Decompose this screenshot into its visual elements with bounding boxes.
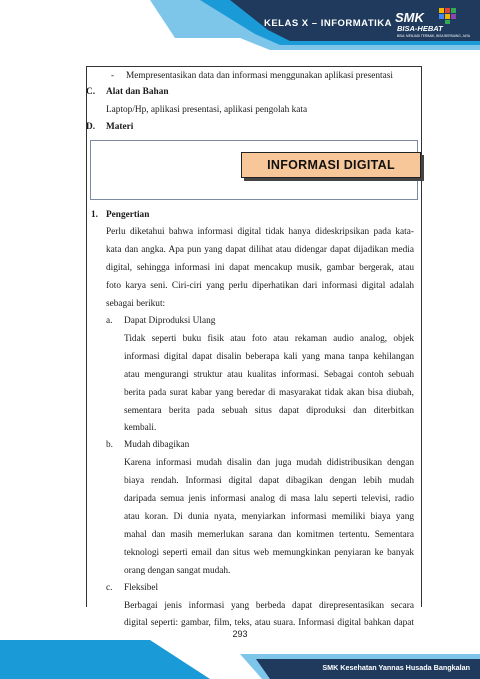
school-name: SMK Kesehatan Yannas Husada Bangkalan	[322, 663, 470, 672]
logo-squares-icon	[431, 7, 461, 25]
footer-decoration	[0, 640, 480, 679]
item-a-line: atau mengurangi struktur atau kualitas informasi. Sebagai contoh sebuah	[124, 370, 414, 380]
item-b-line: mahal dan masih memerlukan sarana dan komitmen tertentu. Sementara	[124, 530, 414, 540]
intro-line: digital, sehingga informasi ini dapat mencakup musik, gambar bergerak, atau	[106, 263, 414, 273]
title-container	[90, 140, 418, 200]
section-d-heading: Materi	[106, 122, 134, 132]
intro-line: kata dan angka. Apa pun yang dapat dilihat atau didengar dapat dijadikan media	[106, 245, 414, 255]
item-c-line: Berbagai jenis informasi yang berbeda dapat direpresentasikan secara	[124, 601, 414, 611]
school-logo	[395, 7, 470, 43]
logo-tagline: BISA: MENJADI TERBAIK, BISA BERSAING, JAYA	[397, 34, 470, 38]
intro-line: sebagai berikut:	[106, 299, 166, 309]
intro-line: Perlu diketahui bahwa informasi digital tidak hanya dideskripsikan pada kata-	[106, 227, 414, 237]
bullet-dash: -	[111, 71, 115, 81]
item-c-line: digital seperti: gambar, film, teks, atau suara. Informasi digital bahkan dapat	[124, 618, 414, 628]
item-b-line: biaya rendah. Informasi digital dapat dibagikan dengan lebih mudah	[124, 476, 414, 486]
page-number: 293	[232, 629, 248, 639]
section-d-letter: D.	[86, 122, 96, 132]
item-c-letter: c.	[106, 583, 113, 593]
item-a-line: berita pada surat kabar yang beredar di masyarakat tidak akan bisa diubah,	[124, 388, 414, 398]
footer-band	[0, 640, 480, 679]
item-a-letter: a.	[106, 316, 113, 326]
item-b-letter: b.	[106, 440, 113, 450]
item-b-line: teknologi seperti email dan situs web memungkinkan penyiaran ke banyak	[124, 548, 414, 558]
item-a-line: informasi digital dapat disalin beberapa kali yang mana tanpa kehilangan	[124, 352, 414, 362]
item-a-line: sementara berita pada sebuah situs dapat diproduksi dan diterbitkan	[124, 406, 414, 416]
item-b-line: atau koran. Di dunia nyata, menyiarkan informasi memiliki biaya yang	[124, 512, 414, 522]
item-c-title: Fleksibel	[124, 583, 159, 593]
item-a-line: Tidak seperti buku fisik atau foto atau rekaman audio analog, objek	[124, 334, 414, 344]
item-a-title: Dapat Diproduksi Ulang	[124, 316, 216, 326]
item-b-line: orang dengan sangat mudah.	[124, 566, 231, 576]
course-title: KELAS X – INFORMATIKA	[263, 18, 392, 29]
bullet-text: Mempresentasikan data dan informasi menggunakan aplikasi presentasi	[126, 71, 393, 81]
subsection-number: 1.	[91, 210, 98, 220]
item-b-line: daripada semua jenis informasi analog di masa lalu seperti televisi, radio	[124, 494, 414, 504]
section-c-text: Laptop/Hp, aplikasi presentasi, aplikasi pengolah kata	[106, 105, 308, 115]
item-a-line: kembali.	[124, 423, 157, 433]
item-b-line: Karena informasi mudah disalin dan juga mudah didistribusikan dengan	[124, 458, 414, 468]
logo-main-text: SMK	[395, 10, 424, 25]
item-b-title: Mudah dibagikan	[124, 440, 190, 450]
box-title: INFORMASI DIGITAL	[241, 152, 421, 178]
logo-sub-text: BISA-HEBAT	[397, 24, 443, 33]
section-c-letter: C.	[86, 87, 96, 97]
section-c-heading: Alat dan Bahan	[106, 87, 169, 97]
intro-line: foto karya seni. Ciri-ciri yang perlu diperhatikan dari informasi digital adalah	[106, 281, 414, 291]
subsection-heading: Pengertian	[106, 210, 150, 220]
